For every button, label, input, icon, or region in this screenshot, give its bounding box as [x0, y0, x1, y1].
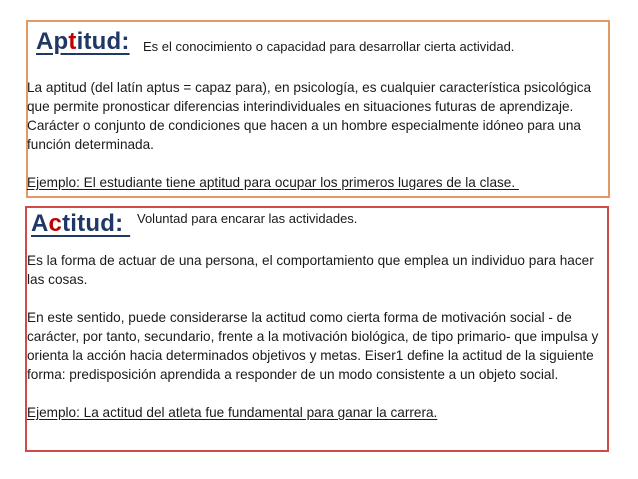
actitud-heading-pre: A	[31, 210, 49, 237]
actitud-paragraph-2: En este sentido, puede considerarse la actitud como cierta forma de motivación social - de carácter, por tanto, secundario, frente a la motivación biológica, de tipo primario- que impulsa y orienta la acción hacia determinados objetivos y metas. Eiser1 define la actitud de la siguiente forma: predisposición aprendida a responder de un modo consistente a un objeto social.	[27, 310, 599, 382]
aptitud-body	[27, 78, 607, 192]
aptitud-definition: Es el conocimiento o capacidad para desarrollar cierta actividad.	[143, 39, 515, 54]
actitud-heading-accent: c	[48, 210, 63, 237]
aptitud-heading-post: itud:	[76, 28, 130, 55]
actitud-body	[27, 251, 607, 422]
aptitud-heading-pre: Ap	[36, 28, 69, 55]
actitud-heading	[31, 210, 130, 238]
aptitud-heading-accent: t	[68, 28, 77, 55]
actitud-example: Ejemplo: La actitud del atleta fue fundamental para ganar la carrera.	[27, 405, 438, 420]
actitud-paragraph-1: Es la forma de actuar de una persona, el comportamiento que emplea un individuo para hacer las cosas.	[27, 253, 594, 287]
aptitud-paragraph: La aptitud (del latín aptus = capaz para), en psicología, es cualquier característica psicológica que permite pronosticar diferencias interindividuales en situaciones futuras de aprendizaje. Carácter o conjunto de condiciones que hacen a un hombre especialmente idóneo para una función determinada.	[27, 80, 592, 152]
actitud-definition: Voluntad para encarar las actividades.	[137, 211, 358, 226]
aptitud-example: Ejemplo: El estudiante tiene aptitud para ocupar los primeros lugares de la clase.	[27, 175, 519, 190]
actitud-heading-post: titud:	[62, 210, 131, 237]
aptitud-heading	[36, 28, 130, 56]
